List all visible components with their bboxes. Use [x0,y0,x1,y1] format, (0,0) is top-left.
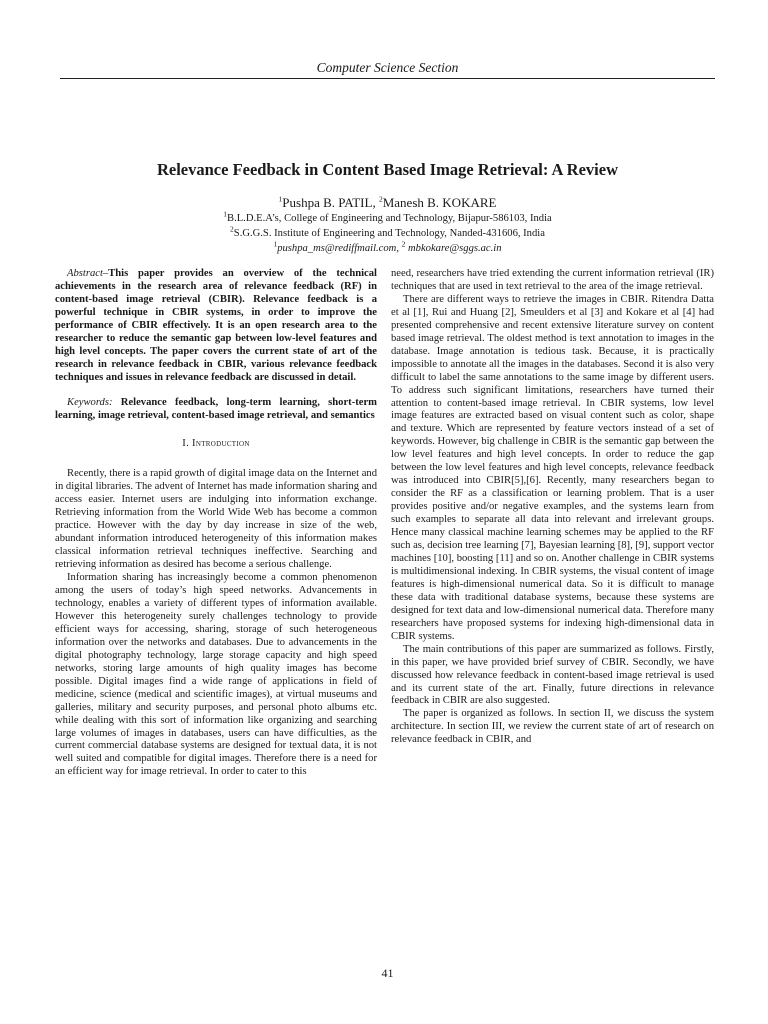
right-column [391,268,714,747]
affiliation-2 [60,224,715,240]
author-2-name: Manesh B. KOKARE [382,195,497,210]
abstract [55,268,377,385]
paragraph: Information sharing has increasingly become a common phenomenon among the users of today’s high speed networks. Advancements in technology, enables a variety of different types of information available. However this heterogeneity surely challenges technology to provide efficient ways for accessing, sharing, storage of such heterogeneous information over the networks and databases. Due to advancements in the digital photography technology, large storage capacity and high speed networks, storing large amounts of high quality images has become possible. Digital images find a wide range of applications in field of medicine, science (medical and scientific images), at virtual museums and galleries, military and security purposes, and personal photo albums etc. while dealing with this sort of information like organizing and searching large volumes of images in databases, users can have difficulties, as the current commercial database systems are designed for textual data, it is not well suited and compatible for digital images. Therefore there is a need for an efficient way for image retrieval. In order to cater to this [55,572,377,778]
paragraph: need, researchers have tried extending the current information retrieval (IR) techniques that are used in text retrieval to the area of the image retrieval. [391,268,714,292]
author-1-affil-number: 1 [278,194,283,204]
email-1-number: 1 [273,239,278,249]
author-list [60,195,715,211]
affiliation-1-number: 1 [223,209,227,219]
left-column [55,268,377,779]
paragraph: The paper is organized as follows. In section II, we discuss the system architecture. In section III, we review the current state of art of research on relevance feedback in CBIR, and [391,708,714,746]
affiliation-1 [60,209,715,225]
keywords-lead: Keywords: [67,396,113,408]
keywords-text: Relevance feedback, long-term learning, short-term learning, image retrieval, content-based image retrieval, and semantics [55,396,377,421]
page-number: 41 [381,966,394,980]
author-1-name: Pushpa B. PATIL, [282,195,379,210]
email-2[interactable]: mbkokare@sggs.ac.in [405,243,502,254]
paragraph: Recently, there is a rapid growth of digital image data on the Internet and in digital libraries. The advent of Internet has made information sharing and access easier. Internet users are indulging into information exchange. Retrieving information from the World Wide Web has become a common practice. However with the day by day increase in size of the web, abundant information introduced heterogeneity of this information makes classical information retrieval techniques ineffective. Searching and retrieving information as desired has become a serious challenge. [55,468,377,571]
abstract-text: This paper provides an overview of the technical achievements in the research area of relevance feedback (RF) in content-based image retrieval (CBIR). Relevance feedback is a powerful technique in CBIR systems, in order to improve the performance of CBIR effectively. It is an open research area to the researcher to reduce the semantic gap between low-level features and high level concepts. The paper covers the current state of art of the research in relevance feedback in CBIR, various relevance feedback techniques and issues in relevance feedback are discussed in detail. [55,268,377,383]
email-2-number: 2 [401,239,406,249]
paper-title: Relevance Feedback in Content Based Image Retrieval: A Review [156,160,618,179]
journal-section-header: Computer Science Section [60,60,715,79]
paragraph: The main contributions of this paper are summarized as follows. Firstly, in this paper, we have provided brief survey of CBIR. Secondly, we have discussed how relevance feedback in content-based image retrieval is used and its current state of the art. Finally, future directions in relevance feedback in CBIR are also suggested. [391,643,714,707]
author-2-affil-number: 2 [378,194,383,204]
author-emails [60,239,715,255]
affiliation-2-text: S.G.G.S. Institute of Engineering and Technology, Nanded-431606, India [233,228,545,239]
affiliation-2-number: 2 [230,224,234,234]
abstract-lead: Abstract– [67,268,109,279]
email-1[interactable]: pushpa_ms@rediffmail.com, [277,243,399,254]
section-heading-introduction: I. Introduction [182,438,250,450]
paragraph: There are different ways to retrieve the images in CBIR. Ritendra Datta et al [1], Rui and Huang [2], Smeulders et al [3] and Kokare et al [4] had presented comprehensive and recent extensive literature survey on content based image retrieval. The oldest method is text annotation to images in the database. Image annotation is tedious task. Because, it is practically impossible to annotate all the images in the databases. Second it is also very difficult to label the same annotations to the same image by different users. To address such significant limitations, researchers have turned their attention to content-based image retrieval. In CBIR systems, low level image features are extracted based on visual content such as color, shape and texture. Which are represented by feature vectors instead of a set of keywords. However, big challenge in CBIR is the semantic gap between the low level features and high level concepts. In order to reduce the gap between the low level features and high level concepts, relevance feedback was introduced into CBIR[5],[6]. Recently, many researchers began to consider the RF as a classification or learning problem. That is a user provides positive and/or negative examples, and the systems learn from such examples to separate all data into relevant and irrelevant groups. Hence many classical machine learning schemes may be applied to the RF such as, decision tree learning [7], Bayesian learning [8], [9], support vector machines [10], boosting [11] and so on. Another challenge in CBIR systems is multidimensional indexing. In CBIR systems, the visual content of image features is high-dimensional numerical data. So it is difficult to manage these data with traditional database systems, because these systems are designed for text data and low-dimensional numerical data. Therefore many researchers have proposed systems for indexing high-dimensional data in CBIR systems. [391,293,714,642]
keywords [55,397,377,423]
affiliation-1-text: B.L.D.E.A’s, College of Engineering and Technology, Bijapur-586103, India [227,213,552,224]
